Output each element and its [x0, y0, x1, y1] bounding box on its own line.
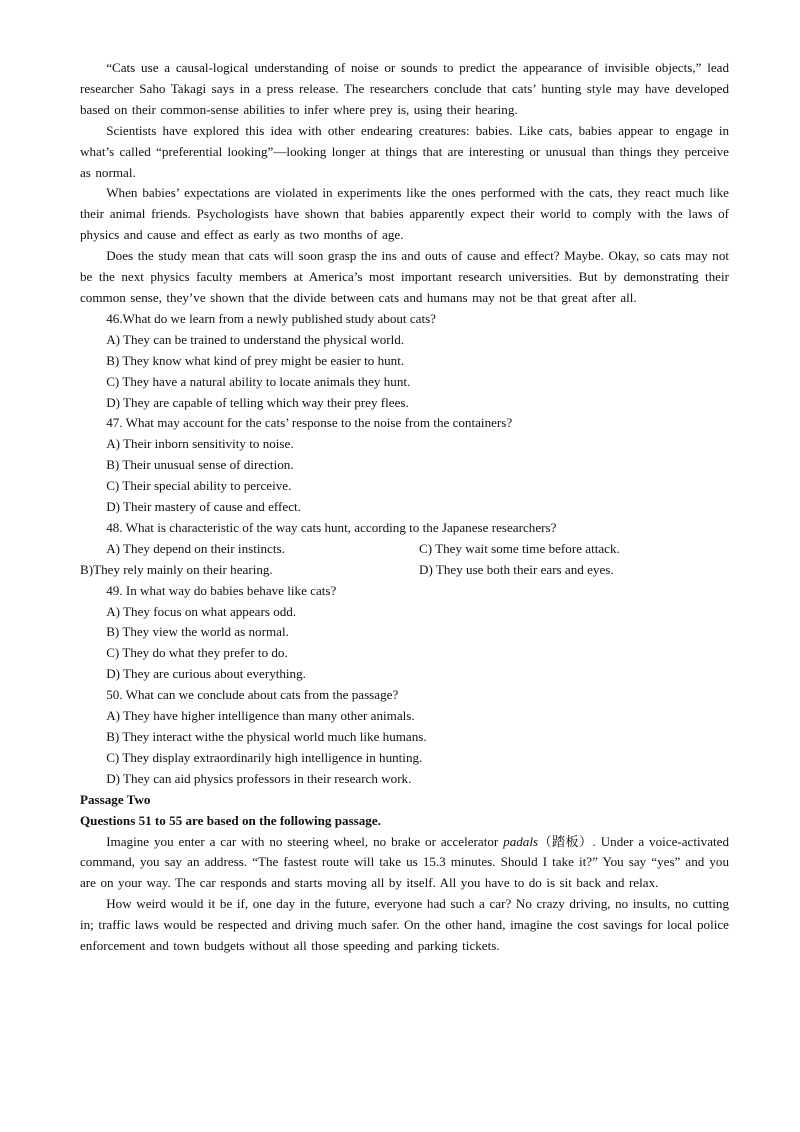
passage-one-paragraph-4: Does the study mean that cats will soon grasp the ins and outs of cause and effect? Maybe. Okay, so cats may not be the next physics faculty members at America’s most important research universities. But by demonstrating their common sense, they’ve shown that the divide between cats and humans may not be that great after all. [80, 248, 729, 305]
option-b: B)They rely mainly on their hearing. [80, 561, 273, 577]
option-row-1 [80, 539, 729, 560]
option-a: A) They can be trained to understand the physical world. [106, 331, 405, 347]
italic-term: padals [503, 833, 539, 849]
question-stem: 46.What do we learn from a newly published study about cats? [106, 310, 436, 326]
option-b: B) They interact withe the physical world much like humans. [106, 729, 427, 744]
passage-one-paragraph-1: “Cats use a causal-logical understanding of noise or sounds to predict the appearance of invisible objects,” lead researcher Saho Takagi says in a press release. The researchers conclude that cats’ hunting style may have developed based on their common-sense abilities to infer where prey is, using their hearing. [80, 60, 729, 117]
paragraph-text-end: （踏板）. Under a voice-activated command, you say an address. “The fastest route will take us 15.3 minutes. Should I take it?” You say “yes” and you are on your way. The car responds and starts moving all by itself. All you have to do is sit back and relax. [80, 833, 730, 891]
question-stem: 48. What is characteristic of the way cats hunt, according to the Japanese researchers? [106, 519, 557, 535]
option-a: A) Their inborn sensitivity to noise. [106, 436, 294, 452]
option-d: D) They are curious about everything. [106, 666, 306, 682]
option-c: C) They wait some time before attack. [418, 540, 620, 556]
option-b: B) They view the world as normal. [106, 624, 289, 640]
question-48 [80, 518, 729, 581]
document-page [80, 58, 729, 957]
passage-two-title: Passage Two [80, 791, 151, 807]
option-d: D) They use both their ears and eyes. [419, 561, 614, 577]
option-b: B) They know what kind of prey might be easier to hunt. [106, 352, 405, 368]
option-c: C) They have a natural ability to locate animals they hunt. [106, 373, 411, 389]
option-a: A) They focus on what appears odd. [106, 603, 297, 619]
question-stem: 47. What may account for the cats’ response to the noise from the containers? [106, 415, 513, 431]
option-c: C) Their special ability to perceive. [106, 478, 292, 494]
passage-two-instruction: Questions 51 to 55 are based on the following passage. [80, 812, 381, 828]
option-d: D) They can aid physics professors in their research work. [106, 770, 412, 786]
option-c: C) They display extraordinarily high intelligence in hunting. [106, 749, 423, 765]
passage-two-paragraph-2: How weird would it be if, one day in the future, everyone had such a car? No crazy driving, no insults, no cutting in; traffic laws would be respected and driving much safer. On the other hand, imagine the cost savings for local police enforcement and town budgets without all those speeding and parking tickets. [80, 896, 729, 954]
question-47 [80, 413, 729, 518]
question-stem: 49. In what way do babies behave like cats? [106, 582, 337, 598]
passage-two-paragraph-1 [80, 832, 729, 895]
option-b: B) Their unusual sense of direction. [106, 457, 294, 473]
option-d: D) Their mastery of cause and effect. [106, 499, 301, 515]
question-stem: 50. What can we conclude about cats from the passage? [106, 687, 399, 703]
option-d: D) They are capable of telling which way their prey flees. [106, 394, 409, 410]
passage-one-paragraph-3: When babies’ expectations are violated in experiments like the ones performed with the cats, they react much like their animal friends. Psychologists have shown that babies apparently expect their world to comply with the laws of physics and cause and effect as early as two months of age. [80, 185, 729, 243]
paragraph-text-start: Imagine you enter a car with no steering wheel, no brake or accelerator [106, 833, 504, 849]
option-c: C) They do what they prefer to do. [106, 645, 288, 661]
question-49 [80, 581, 729, 686]
question-46 [80, 309, 729, 414]
passage-one-paragraph-2: Scientists have explored this idea with other endearing creatures: babies. Like cats, babies appear to engage in what’s called “preferential looking”—looking longer at things that are interesting or unusual than things they perceive as normal. [80, 122, 729, 180]
question-50 [80, 685, 729, 790]
option-a: A) They depend on their instincts. [106, 540, 285, 556]
option-a: A) They have higher intelligence than many other animals. [106, 708, 415, 724]
option-row-2 [80, 560, 729, 581]
